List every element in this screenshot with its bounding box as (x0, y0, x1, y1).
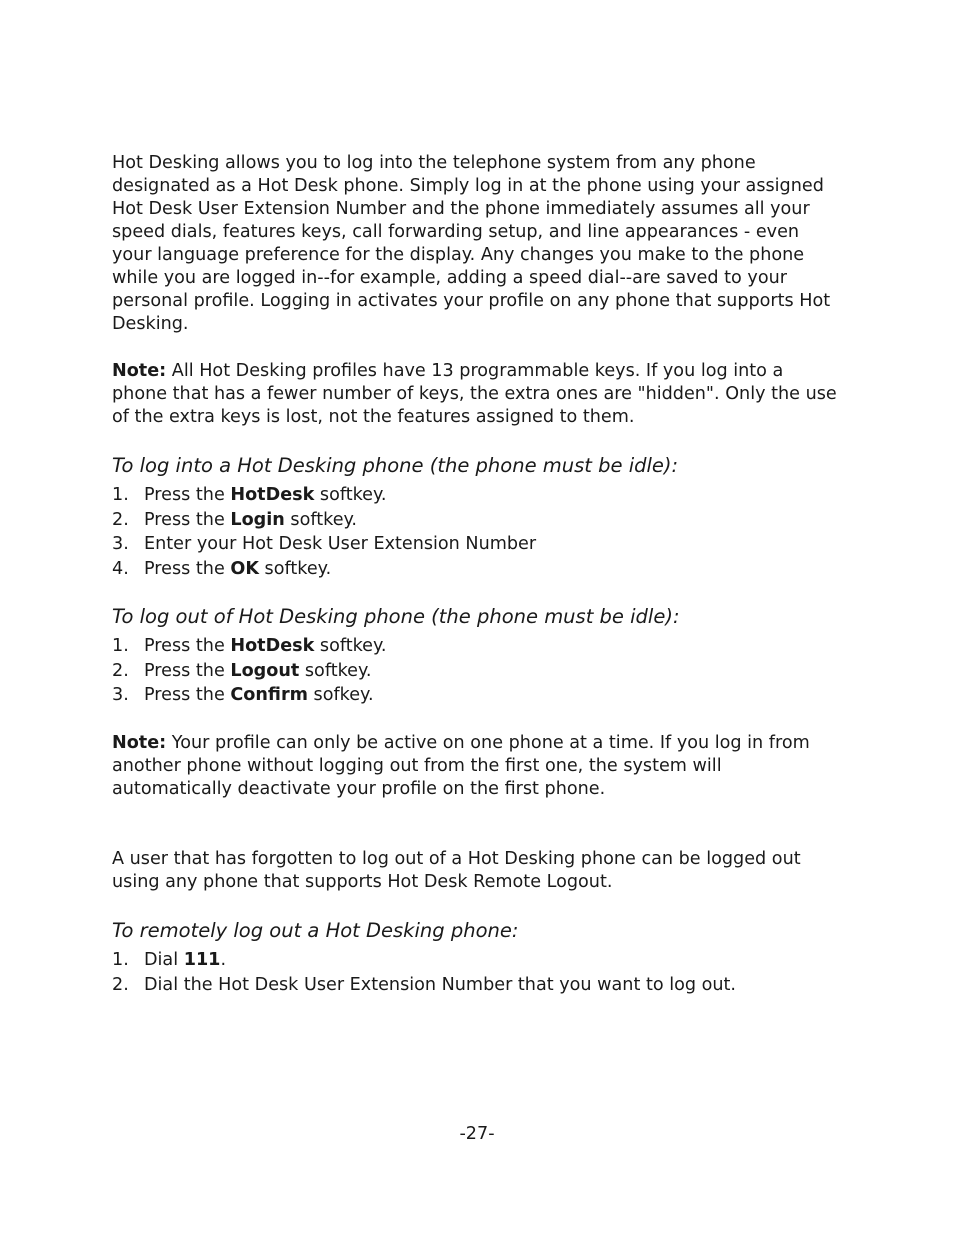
logout-heading: To log out of Hot Desking phone (the phone must be idle): (112, 604, 680, 628)
list-item: 1. Dial 111. (112, 949, 227, 970)
list-item: 1. Press the HotDesk softkey. (112, 485, 387, 505)
list-item: 2. Press the Login softkey. (112, 509, 358, 530)
list-item: 3. Press the Confirm sofkey. (112, 685, 374, 706)
note-profiles (112, 360, 842, 429)
list-item: 1. Press the HotDesk softkey. (112, 635, 387, 656)
logout-steps (112, 634, 842, 708)
login-steps (112, 483, 842, 582)
note-single-phone (112, 732, 842, 801)
note-label: Note: (112, 361, 167, 381)
page-content (112, 152, 842, 997)
login-heading: To log into a Hot Desking phone (the phone must be idle): (112, 454, 679, 477)
list-item: 2. Dial the Hot Desk User Extension Number that you want to log out. (112, 974, 737, 995)
remote-heading: To remotely log out a Hot Desking phone: (112, 918, 519, 942)
remote-steps (112, 948, 842, 997)
note-text: Your profile can only be active on one phone at a time. If you log in from another phone without logging out from the first one, the system will automatically deactivate your profile on the first phone. (112, 732, 810, 799)
list-item: 2. Press the Logout softkey. (112, 660, 372, 681)
note-text: All Hot Desking profiles have 13 programmable keys. If you log into a phone that has a fewer number of keys, the extra ones are "hidden". Only the use of the extra keys is lost, not the features assigned to them. (112, 361, 837, 427)
intro-paragraph: Hot Desking allows you to log into the telephone system from any phone designated as a Hot Desk phone. Simply log in at the phone using your assigned Hot Desk User Extension Number and the phone immediately assumes all your speed dials, features keys, call forwarding setup, and line appearances - even your language preference for the display. Any changes you make to the phone while you are logged in--for example, adding a speed dial--are saved to your personal profile. Logging in activates your profile on any phone that supports Hot Desking. (112, 153, 831, 334)
remote-logout-paragraph: A user that has forgotten to log out of a Hot Desking phone can be logged out using any phone that supports Hot Desk Remote Logout. (112, 848, 801, 892)
page-number: -27- (459, 1124, 495, 1144)
list-item: 4. Press the OK softkey. (112, 559, 332, 580)
list-item: 3. Enter your Hot Desk User Extension Number (112, 534, 537, 555)
note-label: Note: (112, 732, 167, 753)
